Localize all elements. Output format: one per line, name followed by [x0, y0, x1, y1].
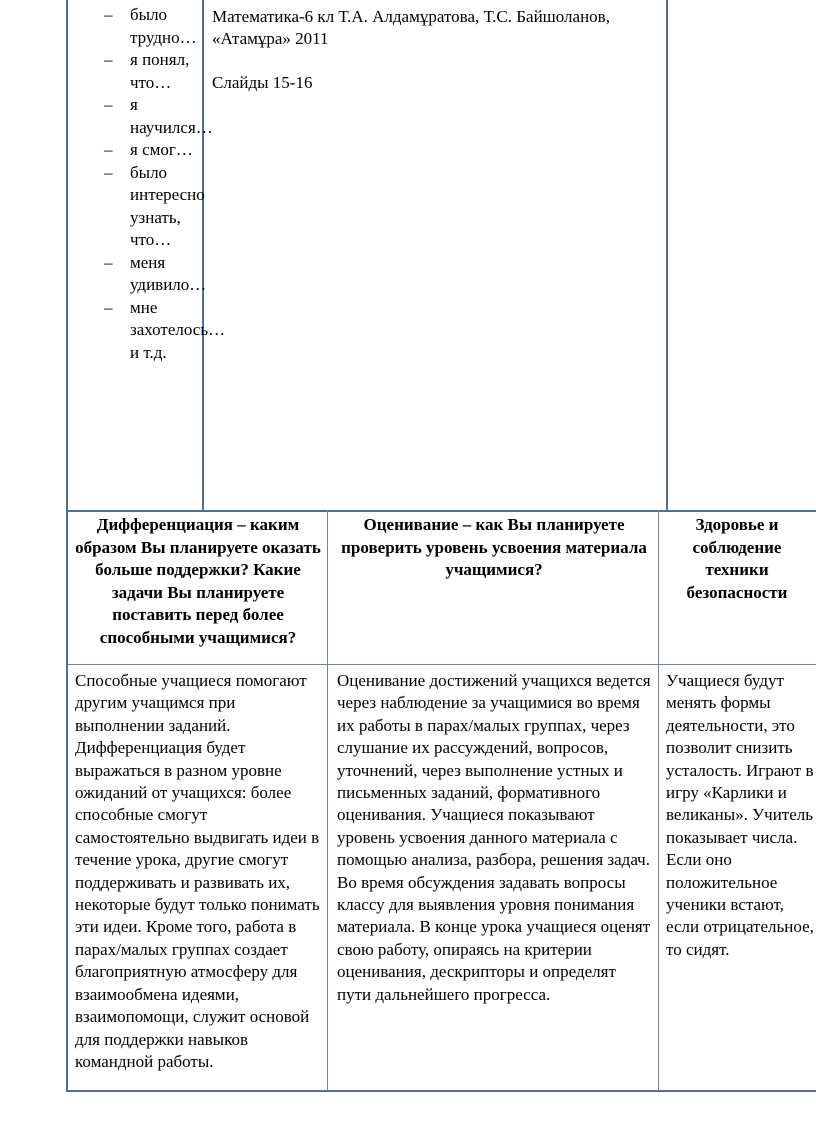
list-item: – мне захотелось… и т.д.	[104, 297, 226, 362]
cell-differentiation: Способные учащиеся помогают другим учащимся при выполнении заданий. Дифференциация будет выражаться в разном уровне ожиданий от учащихся: более способные смогут самостоятельно выдвигать идеи в течение урока, другие смогут поддерживать и развивать их, некоторые будут только понимать эти идеи. Кроме того, работа в парах/малых группах создает благоприятную атмосферу для взаимообмена идеями, взаимопомощи, служит основой для поддержки навыков командной работы.	[75, 671, 320, 1071]
header-assessment: Оценивание – как Вы планируете проверить уровень усвоения материала учащимися?	[341, 515, 647, 579]
table-border-col1-bottom	[327, 510, 328, 1090]
slides-reference: Слайды 15-16	[212, 73, 313, 92]
table-border-col2-top	[666, 0, 668, 512]
list-item: – меня удивило…	[104, 252, 207, 294]
list-item: – я смог…	[104, 140, 193, 159]
list-item: – я понял, что…	[104, 50, 190, 92]
header-health: Здоровье и соблюдение техники безопасности	[686, 515, 788, 602]
table-border-left-bottom	[66, 510, 68, 1092]
cell-health: Учащиеся будут менять формы деятельности, это позволит снизить усталость. Играют в игру «Карлики и великаны». Учитель показывает числа. Если оно положительное ученики встают, если отрицательное, то сидят.	[666, 671, 814, 959]
table-border-col1-top	[202, 0, 204, 512]
table-border-col2-bottom	[658, 510, 659, 1090]
table-border-header-top	[66, 510, 816, 512]
list-item: – было трудно…	[104, 5, 197, 47]
reflection-list	[104, 4, 226, 364]
resource-reference: Математика-6 кл Т.А. Алдамұратова, Т.С. Байшоланов, «Атамұра» 2011	[212, 7, 610, 48]
cell-assessment: Оценивание достижений учащихся ведется через наблюдение за учащимися во время их работы в парах/малых группах, через слушание их рассуждений, вопросов, уточнений, через выполнение устных и письменных заданий, формативного оценивания. Учащиеся показывают уровень усвоения данного материала с помощью анализа, разбора, решения задач. Во время обсуждения задавать вопросы классу для выявления уровня понимания материала. В конце урока учащиеся оценят свою работу, опираясь на критерии оценивания, дескрипторы и определят пути дальнейшего прогресса.	[337, 671, 651, 1004]
header-differentiation: Дифференциация – каким образом Вы планируете оказать больше поддержки? Какие задачи Вы планируете поставить перед более способными учащимися?	[75, 515, 321, 647]
table-border-header-bottom	[66, 664, 816, 665]
list-item: – я научился…	[104, 95, 213, 137]
table-border-left-top	[66, 0, 68, 512]
table-border-bottom	[66, 1090, 816, 1092]
list-item: – было интересно узнать, что…	[104, 162, 205, 249]
